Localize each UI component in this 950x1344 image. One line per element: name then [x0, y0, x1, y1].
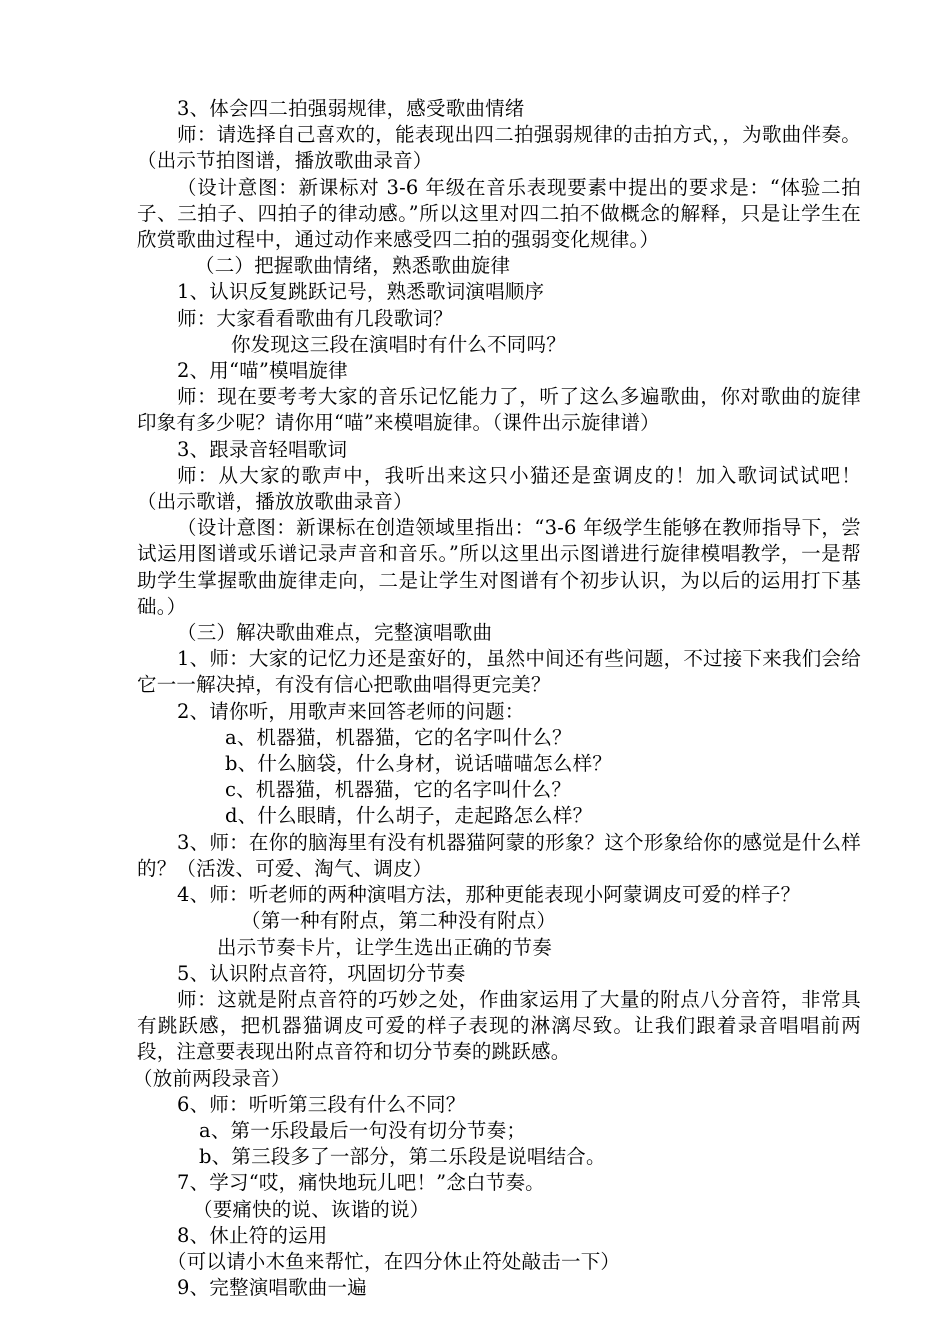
section-heading-2: （二）把握歌曲情绪，熟悉歌曲旋律: [195, 254, 511, 278]
question-item: c、机器猫，机器猫，它的名字叫什么？: [225, 778, 572, 802]
step-heading: 7、学习“哎，痛快地玩儿吧！”念白节奏。: [177, 1171, 545, 1195]
step-heading: 2、用“喵”模唱旋律: [177, 359, 348, 383]
note-line: （可以请小木鱼来帮忙，在四分休止符处敲击一下）: [167, 1249, 621, 1273]
step-heading: 5、认识附点音符，巩固切分节奏: [177, 961, 466, 985]
note-line: （第一种有附点，第二种没有附点）: [241, 909, 557, 933]
question-item: d、什么眼睛，什么胡子，走起路怎么样？: [225, 804, 593, 828]
teacher-paragraph: 师：从大家的歌声中，我听出来这只小猫还是蛮调皮的！加入歌词试试吧！（出示歌谱，播放放歌曲录音）: [137, 463, 861, 514]
step-heading: 9、完整演唱歌曲一遍: [177, 1276, 367, 1300]
step-paragraph: 3、师：在你的脑海里有没有机器猫阿蒙的形象？这个形象给你的感觉是什么样的？（活泼、可爱、淘气、调皮）: [137, 830, 861, 880]
question-line: 你发现这三段在演唱时有什么不同吗？: [231, 332, 566, 356]
note-line: （放前两段录音）: [133, 1066, 291, 1090]
step-heading: 3、跟录音轻唱歌词: [177, 437, 348, 461]
design-intent-paragraph: （设计意图：新课标对 3-6 年级在音乐表现要素中提出的要求是：“体验二拍子、三拍子、四拍子的律动感。”所以这里对四二拍不做概念的解释，只是让学生在欣赏歌曲过程中，通过动作来感受四二拍的强弱变化规律。）: [137, 175, 861, 252]
section-step-3-heading: 3、体会四二拍强弱规律，感受歌曲情绪: [177, 97, 525, 120]
note-line: （要痛快的说、诙谐的说）: [193, 1197, 430, 1221]
step-heading: 1、认识反复跳跃记号，熟悉歌词演唱顺序: [177, 280, 545, 304]
step-heading: 6、师：听听第三段有什么不同？: [177, 1092, 466, 1116]
question-item: b、什么脑袋，什么身材，说话喵喵怎么样？: [225, 752, 612, 776]
question-item: a、机器猫，机器猫，它的名字叫什么？: [225, 725, 572, 749]
answer-item: b、第三段多了一部分，第二乐段是说唱结合。: [199, 1145, 606, 1169]
step-paragraph: 4、师：听老师的两种演唱方法，那种更能表现小阿蒙调皮可爱的样子？: [177, 883, 801, 907]
instruction-line: 出示节奏卡片，让学生选出正确的节奏: [217, 935, 552, 959]
step-paragraph: 1、师：大家的记忆力还是蛮好的，虽然中间还有些问题，不过接下来我们会给它一一解决掉，有没有信心把歌曲唱得更完美？: [137, 647, 861, 697]
section-heading-3: （三）解决歌曲难点，完整演唱歌曲: [177, 621, 493, 645]
design-intent-paragraph: （设计意图：新课标在创造领域里指出：“3-6 年级学生能够在教师指导下，尝试运用图谱或乐谱记录声音和音乐。”所以这里出示图谱进行旋律模唱教学，一是帮助学生掌握歌曲旋律走向，二是让学生对图谱有个初步认识，为以后的运用打下基础。）: [137, 516, 861, 618]
step-heading: 2、请你听，用歌声来回答老师的问题：: [177, 699, 525, 723]
step-heading: 8、休止符的运用: [177, 1223, 328, 1247]
teacher-paragraph: 师：请选择自己喜欢的，能表现出四二拍强弱规律的击拍方式，，为歌曲伴奏。（出示节拍图谱，播放歌曲录音）: [137, 123, 861, 173]
teacher-paragraph: 师：现在要考考大家的音乐记忆能力了，听了这么多遍歌曲，你对歌曲的旋律印象有多少呢？请你用“喵”来模唱旋律。（课件出示旋律谱）: [137, 385, 861, 435]
teacher-paragraph: 师：大家看看歌曲有几段歌词？: [177, 306, 453, 330]
answer-item: a、第一乐段最后一句没有切分节奏；: [199, 1118, 527, 1142]
document-page: [133, 96, 861, 1301]
teacher-paragraph: 师：这就是附点音符的巧妙之处，作曲家运用了大量的附点八分音符，非常具有跳跃感，把机器猫调皮可爱的样子表现的淋漓尽致。让我们跟着录音唱唱前两段，注意要表现出附点音符和切分节奏的跳跃感。: [137, 987, 861, 1064]
